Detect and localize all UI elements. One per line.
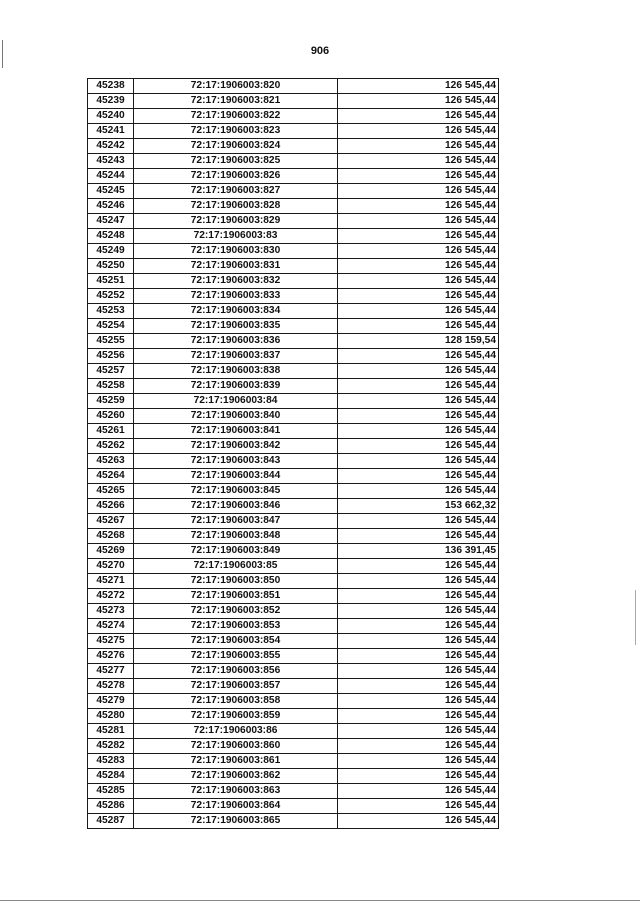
table-row bbox=[88, 349, 499, 364]
row-number-cell: 45244 bbox=[88, 169, 134, 184]
table-row bbox=[88, 739, 499, 754]
table-row bbox=[88, 469, 499, 484]
row-number-cell: 45259 bbox=[88, 394, 134, 409]
table-row bbox=[88, 529, 499, 544]
table-row bbox=[88, 409, 499, 424]
cadastral-number-cell: 72:17:1906003:838 bbox=[134, 364, 338, 379]
row-number-cell: 45275 bbox=[88, 634, 134, 649]
registry-table bbox=[87, 78, 499, 829]
row-number-cell: 45271 bbox=[88, 574, 134, 589]
value-cell: 126 545,44 bbox=[338, 589, 499, 604]
cadastral-number-cell: 72:17:1906003:844 bbox=[134, 469, 338, 484]
value-cell: 126 545,44 bbox=[338, 109, 499, 124]
value-cell: 126 545,44 bbox=[338, 154, 499, 169]
value-cell: 126 545,44 bbox=[338, 139, 499, 154]
cadastral-number-cell: 72:17:1906003:863 bbox=[134, 784, 338, 799]
value-cell: 126 545,44 bbox=[338, 799, 499, 814]
cadastral-number-cell: 72:17:1906003:841 bbox=[134, 424, 338, 439]
cadastral-number-cell: 72:17:1906003:836 bbox=[134, 334, 338, 349]
cadastral-number-cell: 72:17:1906003:84 bbox=[134, 394, 338, 409]
row-number-cell: 45257 bbox=[88, 364, 134, 379]
cadastral-number-cell: 72:17:1906003:843 bbox=[134, 454, 338, 469]
value-cell: 126 545,44 bbox=[338, 469, 499, 484]
row-number-cell: 45267 bbox=[88, 514, 134, 529]
value-cell: 126 545,44 bbox=[338, 529, 499, 544]
cadastral-number-cell: 72:17:1906003:85 bbox=[134, 559, 338, 574]
table-row bbox=[88, 379, 499, 394]
value-cell: 126 545,44 bbox=[338, 259, 499, 274]
row-number-cell: 45255 bbox=[88, 334, 134, 349]
row-number-cell: 45269 bbox=[88, 544, 134, 559]
cadastral-number-cell: 72:17:1906003:86 bbox=[134, 724, 338, 739]
table-row bbox=[88, 559, 499, 574]
row-number-cell: 45261 bbox=[88, 424, 134, 439]
cadastral-number-cell: 72:17:1906003:859 bbox=[134, 709, 338, 724]
row-number-cell: 45240 bbox=[88, 109, 134, 124]
value-cell: 126 545,44 bbox=[338, 439, 499, 454]
table-row bbox=[88, 394, 499, 409]
value-cell: 126 545,44 bbox=[338, 94, 499, 109]
row-number-cell: 45250 bbox=[88, 259, 134, 274]
value-cell: 126 545,44 bbox=[338, 304, 499, 319]
value-cell: 128 159,54 bbox=[338, 334, 499, 349]
table-row bbox=[88, 634, 499, 649]
cadastral-number-cell: 72:17:1906003:845 bbox=[134, 484, 338, 499]
table-row bbox=[88, 214, 499, 229]
row-number-cell: 45273 bbox=[88, 604, 134, 619]
value-cell: 126 545,44 bbox=[338, 199, 499, 214]
table-row bbox=[88, 289, 499, 304]
value-cell: 126 545,44 bbox=[338, 649, 499, 664]
value-cell: 126 545,44 bbox=[338, 739, 499, 754]
value-cell: 126 545,44 bbox=[338, 619, 499, 634]
row-number-cell: 45282 bbox=[88, 739, 134, 754]
cadastral-number-cell: 72:17:1906003:825 bbox=[134, 154, 338, 169]
value-cell: 126 545,44 bbox=[338, 289, 499, 304]
cadastral-number-cell: 72:17:1906003:856 bbox=[134, 664, 338, 679]
value-cell: 126 545,44 bbox=[338, 724, 499, 739]
value-cell: 126 545,44 bbox=[338, 184, 499, 199]
table-row bbox=[88, 799, 499, 814]
value-cell: 126 545,44 bbox=[338, 754, 499, 769]
row-number-cell: 45274 bbox=[88, 619, 134, 634]
value-cell: 126 545,44 bbox=[338, 319, 499, 334]
cadastral-number-cell: 72:17:1906003:823 bbox=[134, 124, 338, 139]
table-row bbox=[88, 244, 499, 259]
value-cell: 126 545,44 bbox=[338, 784, 499, 799]
table-row bbox=[88, 574, 499, 589]
table-row bbox=[88, 274, 499, 289]
value-cell: 126 545,44 bbox=[338, 229, 499, 244]
row-number-cell: 45263 bbox=[88, 454, 134, 469]
table-row bbox=[88, 694, 499, 709]
row-number-cell: 45265 bbox=[88, 484, 134, 499]
scan-edge-mark-right bbox=[635, 590, 636, 645]
value-cell: 126 545,44 bbox=[338, 484, 499, 499]
table-row bbox=[88, 589, 499, 604]
table-row bbox=[88, 334, 499, 349]
table-row bbox=[88, 619, 499, 634]
cadastral-number-cell: 72:17:1906003:829 bbox=[134, 214, 338, 229]
value-cell: 126 545,44 bbox=[338, 424, 499, 439]
row-number-cell: 45283 bbox=[88, 754, 134, 769]
cadastral-number-cell: 72:17:1906003:849 bbox=[134, 544, 338, 559]
cadastral-number-cell: 72:17:1906003:822 bbox=[134, 109, 338, 124]
row-number-cell: 45243 bbox=[88, 154, 134, 169]
value-cell: 126 545,44 bbox=[338, 394, 499, 409]
value-cell: 126 545,44 bbox=[338, 364, 499, 379]
value-cell: 153 662,32 bbox=[338, 499, 499, 514]
table-row bbox=[88, 769, 499, 784]
table-row bbox=[88, 454, 499, 469]
row-number-cell: 45260 bbox=[88, 409, 134, 424]
cadastral-number-cell: 72:17:1906003:828 bbox=[134, 199, 338, 214]
table-row bbox=[88, 724, 499, 739]
cadastral-number-cell: 72:17:1906003:833 bbox=[134, 289, 338, 304]
value-cell: 126 545,44 bbox=[338, 244, 499, 259]
cadastral-number-cell: 72:17:1906003:840 bbox=[134, 409, 338, 424]
cadastral-number-cell: 72:17:1906003:837 bbox=[134, 349, 338, 364]
table-row bbox=[88, 514, 499, 529]
row-number-cell: 45284 bbox=[88, 769, 134, 784]
cadastral-number-cell: 72:17:1906003:850 bbox=[134, 574, 338, 589]
table-row bbox=[88, 679, 499, 694]
cadastral-number-cell: 72:17:1906003:858 bbox=[134, 694, 338, 709]
row-number-cell: 45268 bbox=[88, 529, 134, 544]
table-row bbox=[88, 109, 499, 124]
value-cell: 126 545,44 bbox=[338, 169, 499, 184]
page-number: 906 bbox=[310, 45, 330, 57]
cadastral-number-cell: 72:17:1906003:852 bbox=[134, 604, 338, 619]
table-row bbox=[88, 499, 499, 514]
row-number-cell: 45251 bbox=[88, 274, 134, 289]
cadastral-number-cell: 72:17:1906003:832 bbox=[134, 274, 338, 289]
cadastral-number-cell: 72:17:1906003:826 bbox=[134, 169, 338, 184]
table-row bbox=[88, 424, 499, 439]
table-row bbox=[88, 124, 499, 139]
table-row bbox=[88, 814, 499, 829]
row-number-cell: 45277 bbox=[88, 664, 134, 679]
row-number-cell: 45258 bbox=[88, 379, 134, 394]
table-row bbox=[88, 439, 499, 454]
table-row bbox=[88, 709, 499, 724]
cadastral-number-cell: 72:17:1906003:865 bbox=[134, 814, 338, 829]
cadastral-number-cell: 72:17:1906003:854 bbox=[134, 634, 338, 649]
value-cell: 126 545,44 bbox=[338, 634, 499, 649]
table-row bbox=[88, 784, 499, 799]
row-number-cell: 45280 bbox=[88, 709, 134, 724]
cadastral-number-cell: 72:17:1906003:855 bbox=[134, 649, 338, 664]
table-row bbox=[88, 364, 499, 379]
cadastral-number-cell: 72:17:1906003:860 bbox=[134, 739, 338, 754]
row-number-cell: 45247 bbox=[88, 214, 134, 229]
row-number-cell: 45281 bbox=[88, 724, 134, 739]
value-cell: 126 545,44 bbox=[338, 664, 499, 679]
row-number-cell: 45266 bbox=[88, 499, 134, 514]
table-row bbox=[88, 259, 499, 274]
value-cell: 126 545,44 bbox=[338, 604, 499, 619]
value-cell: 126 545,44 bbox=[338, 814, 499, 829]
row-number-cell: 45262 bbox=[88, 439, 134, 454]
value-cell: 126 545,44 bbox=[338, 709, 499, 724]
row-number-cell: 45287 bbox=[88, 814, 134, 829]
cadastral-number-cell: 72:17:1906003:839 bbox=[134, 379, 338, 394]
row-number-cell: 45239 bbox=[88, 94, 134, 109]
registry-table-body bbox=[88, 79, 499, 829]
row-number-cell: 45270 bbox=[88, 559, 134, 574]
table-row bbox=[88, 604, 499, 619]
table-row bbox=[88, 79, 499, 94]
table-row bbox=[88, 304, 499, 319]
cadastral-number-cell: 72:17:1906003:846 bbox=[134, 499, 338, 514]
table-row bbox=[88, 169, 499, 184]
cadastral-number-cell: 72:17:1906003:864 bbox=[134, 799, 338, 814]
value-cell: 126 545,44 bbox=[338, 769, 499, 784]
row-number-cell: 45242 bbox=[88, 139, 134, 154]
cadastral-number-cell: 72:17:1906003:824 bbox=[134, 139, 338, 154]
cadastral-number-cell: 72:17:1906003:821 bbox=[134, 94, 338, 109]
table-row bbox=[88, 544, 499, 559]
value-cell: 126 545,44 bbox=[338, 454, 499, 469]
cadastral-number-cell: 72:17:1906003:851 bbox=[134, 589, 338, 604]
table-row bbox=[88, 649, 499, 664]
table-row bbox=[88, 229, 499, 244]
value-cell: 126 545,44 bbox=[338, 409, 499, 424]
cadastral-number-cell: 72:17:1906003:830 bbox=[134, 244, 338, 259]
cadastral-number-cell: 72:17:1906003:831 bbox=[134, 259, 338, 274]
row-number-cell: 45256 bbox=[88, 349, 134, 364]
value-cell: 126 545,44 bbox=[338, 379, 499, 394]
row-number-cell: 45276 bbox=[88, 649, 134, 664]
table-row bbox=[88, 94, 499, 109]
cadastral-number-cell: 72:17:1906003:848 bbox=[134, 529, 338, 544]
row-number-cell: 45238 bbox=[88, 79, 134, 94]
value-cell: 126 545,44 bbox=[338, 274, 499, 289]
cadastral-number-cell: 72:17:1906003:827 bbox=[134, 184, 338, 199]
row-number-cell: 45279 bbox=[88, 694, 134, 709]
cadastral-number-cell: 72:17:1906003:862 bbox=[134, 769, 338, 784]
table-row bbox=[88, 484, 499, 499]
row-number-cell: 45253 bbox=[88, 304, 134, 319]
row-number-cell: 45245 bbox=[88, 184, 134, 199]
cadastral-number-cell: 72:17:1906003:853 bbox=[134, 619, 338, 634]
row-number-cell: 45241 bbox=[88, 124, 134, 139]
value-cell: 126 545,44 bbox=[338, 559, 499, 574]
table-row bbox=[88, 664, 499, 679]
row-number-cell: 45264 bbox=[88, 469, 134, 484]
row-number-cell: 45254 bbox=[88, 319, 134, 334]
row-number-cell: 45278 bbox=[88, 679, 134, 694]
cadastral-number-cell: 72:17:1906003:83 bbox=[134, 229, 338, 244]
value-cell: 126 545,44 bbox=[338, 574, 499, 589]
row-number-cell: 45285 bbox=[88, 784, 134, 799]
row-number-cell: 45246 bbox=[88, 199, 134, 214]
cadastral-number-cell: 72:17:1906003:857 bbox=[134, 679, 338, 694]
table-row bbox=[88, 139, 499, 154]
table-row bbox=[88, 319, 499, 334]
value-cell: 126 545,44 bbox=[338, 514, 499, 529]
cadastral-number-cell: 72:17:1906003:861 bbox=[134, 754, 338, 769]
cadastral-number-cell: 72:17:1906003:842 bbox=[134, 439, 338, 454]
row-number-cell: 45272 bbox=[88, 589, 134, 604]
row-number-cell: 45248 bbox=[88, 229, 134, 244]
cadastral-number-cell: 72:17:1906003:834 bbox=[134, 304, 338, 319]
cadastral-number-cell: 72:17:1906003:835 bbox=[134, 319, 338, 334]
value-cell: 126 545,44 bbox=[338, 79, 499, 94]
row-number-cell: 45249 bbox=[88, 244, 134, 259]
value-cell: 136 391,45 bbox=[338, 544, 499, 559]
table-row bbox=[88, 199, 499, 214]
value-cell: 126 545,44 bbox=[338, 349, 499, 364]
cadastral-number-cell: 72:17:1906003:847 bbox=[134, 514, 338, 529]
table-row bbox=[88, 184, 499, 199]
table-row bbox=[88, 754, 499, 769]
value-cell: 126 545,44 bbox=[338, 124, 499, 139]
row-number-cell: 45286 bbox=[88, 799, 134, 814]
cadastral-number-cell: 72:17:1906003:820 bbox=[134, 79, 338, 94]
value-cell: 126 545,44 bbox=[338, 214, 499, 229]
value-cell: 126 545,44 bbox=[338, 694, 499, 709]
value-cell: 126 545,44 bbox=[338, 679, 499, 694]
row-number-cell: 45252 bbox=[88, 289, 134, 304]
bottom-rule bbox=[0, 900, 640, 901]
table-row bbox=[88, 154, 499, 169]
